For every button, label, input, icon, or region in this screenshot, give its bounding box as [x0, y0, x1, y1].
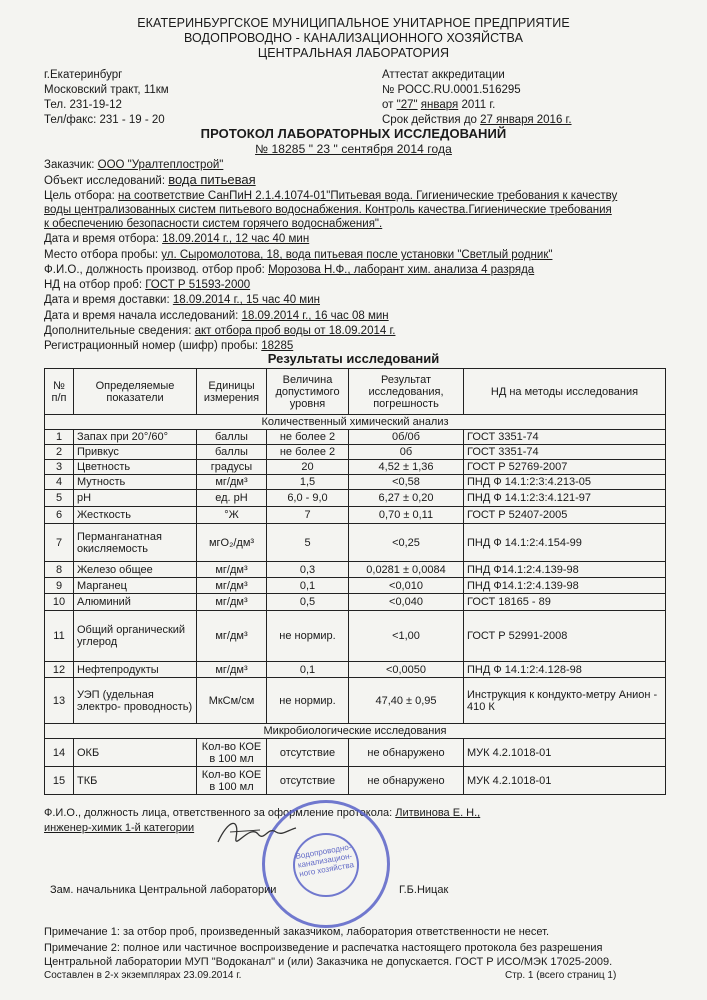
header-result: Результат исследования, погрешность — [349, 369, 464, 415]
signature-image — [210, 812, 300, 857]
row-unit: градусы — [197, 460, 267, 475]
results-title: Результаты исследований — [267, 351, 440, 366]
note-1: Примечание 1: за отбор проб, произведенный заказчиком, лаборатория ответственности не несет. — [44, 926, 550, 938]
row-method: ГОСТ 18165 - 89 — [464, 594, 666, 611]
address-city: г.Екатеринбург — [44, 69, 123, 81]
extra-value: акт отбора проб воды от 18.09.2014 г. — [194, 325, 396, 337]
row-result: <1,00 — [349, 611, 464, 662]
delivery-value: 18.09.2014 г., 15 час 40 мин — [172, 294, 320, 306]
field-person — [44, 263, 534, 277]
accreditation-date-month: января — [420, 99, 459, 111]
row-method: ГОСТ 3351-74 — [464, 430, 666, 445]
row-method: ГОСТ Р 52769-2007 — [464, 460, 666, 475]
row-limit: отсутствие — [267, 739, 349, 767]
row-unit: мг/дм³ — [197, 662, 267, 678]
row-limit: не нормир. — [267, 611, 349, 662]
org-name-line1: ЕКАТЕРИНБУРГСКОЕ МУНИЦИПАЛЬНОЕ УНИТАРНОЕ ПРЕДПРИЯТИЕ — [137, 16, 570, 30]
reg-value: 18285 — [261, 340, 294, 352]
table-row — [45, 507, 666, 524]
row-limit: 5 — [267, 524, 349, 562]
purpose-line1: на соответствие СанПиН 2.1.4.1074-01"Питьевая вода. Гигиенические требования к качеству — [118, 190, 618, 202]
row-indicator: Железо общее — [74, 562, 197, 578]
purpose-line3: к обеспечению безопасности систем горячего водоснабжения". — [44, 218, 383, 230]
row-indicator: Нефтепродукты — [74, 662, 197, 678]
place-label: Место отбора пробы: — [44, 249, 159, 261]
table-row — [45, 430, 666, 445]
table-row — [45, 594, 666, 611]
note-2-line2: Центральной лаборатории МУП "Водоканал" и (или) Заказчика не допускается. ГОСТ Р ИСО/МЭК 17025-2009. — [44, 956, 613, 968]
accreditation-number: № РОСС.RU.0001.516295 — [382, 84, 521, 96]
row-method: ПНД Ф 14.1:2:4.154-99 — [464, 524, 666, 562]
accreditation-date-year: 2011 г. — [461, 99, 496, 111]
row-method: МУК 4.2.1018-01 — [464, 767, 666, 795]
customer-value: ООО "Уралтеплострой" — [97, 159, 224, 171]
customer-label: Заказчик: — [44, 159, 95, 171]
accreditation-date — [382, 98, 495, 112]
table-row — [45, 678, 666, 724]
page-number: Стр. 1 (всего страниц 1) — [505, 970, 617, 981]
row-number: 12 — [45, 662, 74, 678]
row-limit: 0,1 — [267, 578, 349, 594]
row-number: 11 — [45, 611, 74, 662]
row-indicator: pH — [74, 490, 197, 507]
row-limit: не более 2 — [267, 445, 349, 460]
table-row — [45, 578, 666, 594]
row-number: 4 — [45, 475, 74, 490]
person-value: Морозова Н.Ф., лаборант хим. анализа 4 разряда — [268, 264, 535, 276]
row-unit: Кол-во КОЕ в 100 мл — [197, 739, 267, 767]
extra-label: Дополнительные сведения: — [44, 325, 192, 337]
deputy-label: Зам. начальника Центральной лаборатории — [50, 884, 277, 896]
row-result: 0б/0б — [349, 430, 464, 445]
results-table — [44, 368, 666, 795]
row-result: 4,52 ± 1,36 — [349, 460, 464, 475]
row-result: <0,25 — [349, 524, 464, 562]
field-object — [44, 173, 256, 188]
start-value: 18.09.2014 г., 16 час 08 мин — [241, 310, 389, 322]
header-number: № п/п — [45, 369, 74, 415]
table-row — [45, 562, 666, 578]
row-number: 15 — [45, 767, 74, 795]
table-row — [45, 662, 666, 678]
accreditation-valid-value: 27 января 2016 г. — [480, 114, 572, 126]
row-result: <0,040 — [349, 594, 464, 611]
row-indicator: Запах при 20°/60° — [74, 430, 197, 445]
sampling-label: Дата и время отбора: — [44, 233, 159, 245]
row-limit: 1,5 — [267, 475, 349, 490]
table-row — [45, 490, 666, 507]
row-indicator: Привкус — [74, 445, 197, 460]
field-sampling — [44, 232, 309, 246]
person-label: Ф.И.О., должность производ. отбор проб: — [44, 264, 265, 276]
address-fax: Тел/факс: 231 - 19 - 20 — [44, 114, 165, 126]
row-unit: мг/дм³ — [197, 594, 267, 611]
table-row — [45, 524, 666, 562]
row-number: 10 — [45, 594, 74, 611]
table-row — [45, 767, 666, 795]
row-indicator: Алюминий — [74, 594, 197, 611]
row-number: 5 — [45, 490, 74, 507]
purpose-label: Цель отбора: — [44, 190, 115, 202]
row-method: ПНД Ф 14.1:2:3:4.121-97 — [464, 490, 666, 507]
row-number: 3 — [45, 460, 74, 475]
row-method: Инструкция к кондукто-метру Анион - 410 К — [464, 678, 666, 724]
row-limit: 20 — [267, 460, 349, 475]
row-number: 6 — [45, 507, 74, 524]
row-unit: баллы — [197, 430, 267, 445]
address-phone: Тел. 231-19-12 — [44, 99, 122, 111]
place-value: ул. Сыромолотова, 18, вода питьевая после установки "Светлый родник" — [161, 249, 553, 261]
row-limit: не нормир. — [267, 678, 349, 724]
address-street: Московский тракт, 11км — [44, 84, 169, 96]
row-result: <0,58 — [349, 475, 464, 490]
org-name-line2: ВОДОПРОВОДНО - КАНАЛИЗАЦИОННОГО ХОЗЯЙСТВА — [183, 31, 524, 45]
row-indicator: Цветность — [74, 460, 197, 475]
row-number: 14 — [45, 739, 74, 767]
field-customer — [44, 158, 223, 172]
org-name-line3: ЦЕНТРАЛЬНАЯ ЛАБОРАТОРИЯ — [257, 46, 450, 60]
row-method: МУК 4.2.1018-01 — [464, 739, 666, 767]
row-limit: 0,3 — [267, 562, 349, 578]
row-limit: не более 2 — [267, 430, 349, 445]
accreditation-date-prefix: от — [382, 99, 394, 111]
stamp-text: Водопроводно-канализацион-ного хозяйства — [294, 842, 355, 879]
row-unit: мгО₂/дм³ — [197, 524, 267, 562]
row-indicator: ТКБ — [74, 767, 197, 795]
row-method: ГОСТ Р 52407-2005 — [464, 507, 666, 524]
field-purpose — [44, 189, 617, 203]
protocol-title: ПРОТОКОЛ ЛАБОРАТОРНЫХ ИССЛЕДОВАНИЙ — [200, 126, 507, 141]
reg-label: Регистрационный номер (шифр) пробы: — [44, 340, 259, 352]
field-start — [44, 309, 389, 323]
row-limit: 0,5 — [267, 594, 349, 611]
section-chemical: Количественный химический анализ — [45, 415, 666, 430]
row-method: ПНД Ф14.1:2:4.139-98 — [464, 562, 666, 578]
row-result: не обнаружено — [349, 739, 464, 767]
accreditation-valid — [382, 113, 572, 127]
chem-rows — [45, 415, 666, 724]
responsible-name: Литвинова Е. Н., — [395, 807, 481, 819]
field-place — [44, 248, 552, 262]
row-unit: МкСм/см — [197, 678, 267, 724]
row-result: 0,0281 ± 0,0084 — [349, 562, 464, 578]
row-unit: Кол-во КОЕ в 100 мл — [197, 767, 267, 795]
row-limit: 0,1 — [267, 662, 349, 678]
row-unit: мг/дм³ — [197, 578, 267, 594]
object-label: Объект исследований: — [44, 175, 166, 187]
row-limit: 6,0 - 9,0 — [267, 490, 349, 507]
header-method: НД на методы исследования — [464, 369, 666, 415]
row-method: ГОСТ Р 52991-2008 — [464, 611, 666, 662]
field-nd — [44, 278, 250, 292]
table-row — [45, 611, 666, 662]
table-row — [45, 475, 666, 490]
table-row — [45, 739, 666, 767]
deputy-name: Г.Б.Ницак — [399, 884, 449, 896]
note-2-line1: Примечание 2: полное или частичное воспроизведение и распечатка настоящего протокола без разрешения — [44, 942, 603, 954]
micro-rows — [45, 724, 666, 795]
row-number: 8 — [45, 562, 74, 578]
table-header-row — [45, 369, 666, 415]
row-number: 2 — [45, 445, 74, 460]
row-result: 6,27 ± 0,20 — [349, 490, 464, 507]
row-number: 7 — [45, 524, 74, 562]
row-result: <0,010 — [349, 578, 464, 594]
protocol-number: № 18285 " 23 " сентября 2014 года — [255, 142, 452, 156]
field-delivery — [44, 293, 320, 307]
row-indicator: УЭП (удельная электро- проводность) — [74, 678, 197, 724]
table-row — [45, 460, 666, 475]
row-result: 0б — [349, 445, 464, 460]
row-number: 13 — [45, 678, 74, 724]
row-indicator: Мутность — [74, 475, 197, 490]
row-unit: °Ж — [197, 507, 267, 524]
purpose-line2: воды централизованных систем питьевого водоснабжения. Контроль качества.Гигиенические требования — [44, 204, 612, 216]
row-result: не обнаружено — [349, 767, 464, 795]
header-limit: Величина допустимого уровня — [267, 369, 349, 415]
start-label: Дата и время начала исследований: — [44, 310, 239, 322]
header-unit: Единицы измерения — [197, 369, 267, 415]
header-indicator: Определяемые показатели — [74, 369, 197, 415]
object-value: вода питьевая — [168, 172, 256, 187]
nd-value: ГОСТ Р 51593-2000 — [145, 279, 251, 291]
row-unit: мг/дм³ — [197, 611, 267, 662]
row-indicator: Жесткость — [74, 507, 197, 524]
row-result: <0,0050 — [349, 662, 464, 678]
field-extra — [44, 324, 395, 338]
delivery-label: Дата и время доставки: — [44, 294, 170, 306]
row-indicator: Марганец — [74, 578, 197, 594]
row-unit: ед. pH — [197, 490, 267, 507]
row-indicator: Перманганатная окисляемость — [74, 524, 197, 562]
sampling-value: 18.09.2014 г., 12 час 40 мин — [162, 233, 310, 245]
accreditation-date-day: "27" — [396, 99, 418, 111]
responsible-label: Ф.И.О., должность лица, ответственного за оформление протокола: — [44, 807, 393, 819]
row-method: ГОСТ 3351-74 — [464, 445, 666, 460]
row-unit: мг/дм³ — [197, 475, 267, 490]
row-method: ПНД Ф14.1:2:4.139-98 — [464, 578, 666, 594]
table-row — [45, 445, 666, 460]
section-micro: Микробиологические исследования — [45, 724, 666, 739]
row-number: 1 — [45, 430, 74, 445]
copies-note: Составлен в 2-х экземплярах 23.09.2014 г. — [44, 970, 242, 981]
nd-label: НД на отбор проб: — [44, 279, 143, 291]
accreditation-title: Аттестат аккредитации — [382, 69, 505, 81]
row-unit: мг/дм³ — [197, 562, 267, 578]
row-limit: отсутствие — [267, 767, 349, 795]
row-result: 47,40 ± 0,95 — [349, 678, 464, 724]
row-result: 0,70 ± 0,11 — [349, 507, 464, 524]
row-method: ПНД Ф 14.1:2:4.128-98 — [464, 662, 666, 678]
accreditation-valid-label: Срок действия до — [382, 114, 477, 126]
row-method: ПНД Ф 14.1:2:3:4.213-05 — [464, 475, 666, 490]
row-number: 9 — [45, 578, 74, 594]
row-indicator: Общий органический углерод — [74, 611, 197, 662]
row-indicator: ОКБ — [74, 739, 197, 767]
row-limit: 7 — [267, 507, 349, 524]
responsible-position: инженер-химик 1-й категории — [44, 822, 195, 834]
row-unit: баллы — [197, 445, 267, 460]
